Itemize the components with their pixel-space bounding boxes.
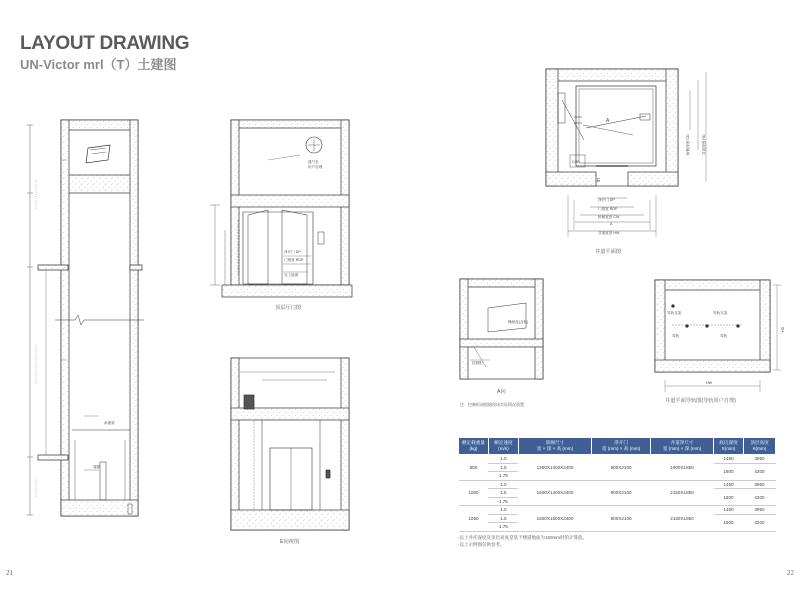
a-ctrl-box: 操纵盒(含机) — [508, 320, 529, 324]
th-top: 顶层高度 K(mm) — [743, 438, 775, 455]
pit-rail-bracket-1: 导轨支架 — [667, 311, 682, 315]
plan-a: A — [610, 222, 613, 226]
note-1: ·以上井托深度及顶层高度是基于楼道地面为150mm时的计算值。 — [458, 535, 588, 540]
a-ctrl-panel: 控制柜 — [472, 361, 483, 365]
label-door-frame: 门框宽 RDP — [284, 258, 304, 262]
pit-hw: HW — [706, 381, 712, 385]
table-notes — [458, 534, 587, 548]
plan-cop: COP — [572, 160, 580, 164]
table-row: 1.5 1600 4200 — [459, 463, 776, 472]
th-door: 净开门 宽 (mm) × 高 (mm) — [592, 438, 651, 455]
page-number-right: 22 — [787, 569, 794, 577]
plan-door-width: 净开门 DP — [598, 198, 615, 202]
page-subtitle: UN-Victor mrl（T）土建图 — [20, 57, 177, 72]
th-car: 轿厢尺寸 宽 × 深 × 高 (mm) — [518, 438, 591, 455]
plan-hw-width: 井道宽度 HW — [598, 231, 620, 235]
th-pit: 底坑深度 S(mm) — [714, 438, 744, 455]
th-load: 额定载重量 (kg) — [459, 438, 489, 455]
label-door-width: 净开门 DP — [284, 250, 301, 254]
e-section-drawing — [231, 358, 349, 530]
caption-a-note: 注：控制柜请根据现场实际情况放置 — [460, 402, 524, 407]
label-finished-floor: 完工地面 — [284, 273, 299, 277]
label-user-supplied: 用户自理 — [308, 165, 323, 169]
table-row: 1.75 — [459, 497, 776, 506]
table-row: 1.75 — [459, 523, 776, 532]
spec-table — [458, 437, 776, 532]
plan-car-width: 轿厢宽度 CW — [598, 215, 620, 219]
hoistway-plan-drawing — [546, 69, 706, 237]
caption-a-view: A向 — [497, 389, 506, 395]
plan-a-mark: A — [606, 118, 610, 124]
table-row: 1050 1.0 1600X1500X2400 900X2100 2150X1950 1450 3950 — [459, 506, 776, 515]
caption-pit-plan: 井道平面导轨图(导轨用户自理) — [665, 398, 736, 404]
plan-e-mark: E — [597, 178, 601, 184]
note-2: ·以上示例图仅供参考。 — [458, 542, 505, 547]
page-title: LAYOUT DRAWING — [20, 33, 190, 54]
th-speed: 额定速度 (m/s) — [488, 438, 518, 455]
table-row: 800 1.0 1350X1400X2400 800X2100 1900X1850 1450 3950 — [459, 455, 776, 464]
plan-car-depth: 轿厢深度 CD — [686, 134, 690, 155]
table-row: 1.5 1600 4200 — [459, 489, 776, 498]
pit-rail-1: 导轨 — [672, 334, 680, 338]
table-row: 1.75 — [459, 472, 776, 481]
caption-top-landing: 顶层厅门图 — [275, 305, 301, 311]
plan-door-frame: 门框宽 RDP — [598, 207, 618, 211]
caption-hoistway-plan: 井道平面图 — [595, 249, 621, 255]
th-shaft: 井道净尺寸 宽 (mm) × 深 (mm) — [651, 438, 714, 455]
section-ladder: 爬梯 — [93, 465, 101, 469]
page-number-left: 21 — [6, 569, 13, 577]
top-landing-drawing — [210, 120, 352, 297]
caption-e-section: E向视图 — [280, 539, 300, 545]
plan-hw-depth: 井道深度 HD — [702, 134, 706, 155]
pit-rail-2: 导轨 — [720, 334, 728, 338]
table-row: 1.5 1600 4200 — [459, 514, 776, 523]
label-vent: 通气孔 — [308, 160, 319, 164]
pit-rail-bracket-2: 导轨支架 — [713, 311, 728, 315]
hoistway-section — [27, 120, 144, 516]
table-row: 1000 1.0 1600X1400X2400 900X2100 2150X1850 1450 3950 — [459, 480, 776, 489]
section-support-beam: 承重梁 — [104, 421, 115, 425]
pit-hd: HD — [781, 326, 785, 332]
